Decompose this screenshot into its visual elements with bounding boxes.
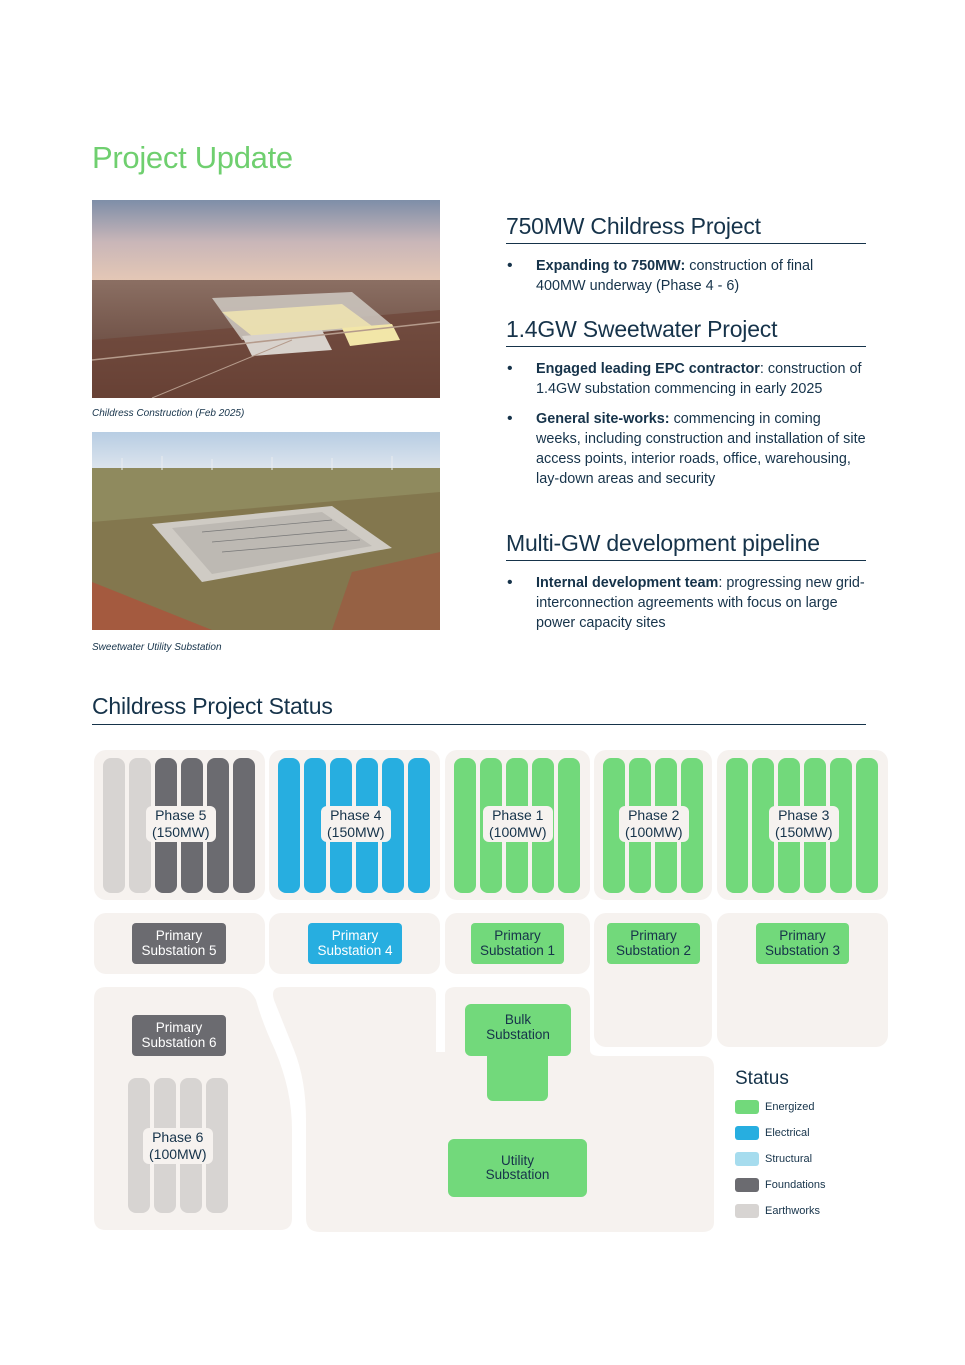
primary-substation-2: Primary Substation 2 bbox=[607, 923, 700, 964]
bullet-item: • Expanding to 750MW: construction of final 400MW underway (Phase 4 - 6) bbox=[506, 256, 866, 296]
phase-bar bbox=[856, 758, 878, 893]
phase-bar bbox=[278, 758, 300, 893]
legend-item-earthworks: Earthworks bbox=[735, 1204, 820, 1218]
legend-swatch bbox=[735, 1204, 759, 1218]
bulk-substation-stem bbox=[487, 1050, 548, 1101]
phase-bar bbox=[103, 758, 125, 893]
phase-label-4: Phase 4 (150MW) bbox=[321, 806, 391, 842]
primary-substation-3: Primary Substation 3 bbox=[756, 923, 849, 964]
phase-label-6: Phase 6 (100MW) bbox=[143, 1128, 213, 1164]
phase-bar bbox=[558, 758, 580, 893]
legend-swatch bbox=[735, 1126, 759, 1140]
page-title: Project Update bbox=[92, 140, 293, 175]
section-heading: 1.4GW Sweetwater Project bbox=[506, 316, 866, 347]
legend-swatch bbox=[735, 1100, 759, 1114]
legend-swatch bbox=[735, 1152, 759, 1166]
phase-label-3: Phase 3 (150MW) bbox=[769, 806, 839, 842]
legend-item-foundations: Foundations bbox=[735, 1178, 826, 1192]
section-heading: 750MW Childress Project bbox=[506, 213, 866, 244]
utility-substation: Utility Substation bbox=[448, 1139, 587, 1197]
legend-item-energized: Energized bbox=[735, 1100, 815, 1114]
photo-caption: Childress Construction (Feb 2025) bbox=[92, 408, 245, 419]
legend-swatch bbox=[735, 1178, 759, 1192]
primary-substation-1: Primary Substation 1 bbox=[471, 923, 564, 964]
legend-title: Status bbox=[735, 1068, 789, 1089]
phase-bar bbox=[408, 758, 430, 893]
phase-bar bbox=[233, 758, 255, 893]
bulk-substation: Bulk Substation bbox=[465, 1004, 571, 1056]
bullet-item: • Engaged leading EPC contractor: construction of 1.4GW substation commencing in early 2025 bbox=[506, 359, 866, 399]
phase-bar bbox=[726, 758, 748, 893]
phase-bar bbox=[454, 758, 476, 893]
phase-label-5: Phase 5 (150MW) bbox=[146, 806, 216, 842]
primary-substation-4: Primary Substation 4 bbox=[308, 923, 402, 964]
bullet-item: • General site-works: commencing in coming weeks, including construction and installation of site access points, interior roads, office, warehousing, lay-down areas and security bbox=[506, 409, 866, 489]
phase-label-1: Phase 1 (100MW) bbox=[483, 806, 553, 842]
bullet-item: • Internal development team: progressing new grid-interconnection agreements with focus on large power capacity sites bbox=[506, 573, 866, 633]
status-heading: Childress Project Status bbox=[92, 693, 866, 725]
photo-caption: Sweetwater Utility Substation bbox=[92, 642, 222, 653]
section-heading: Multi-GW development pipeline bbox=[506, 530, 866, 561]
primary-substation-5: Primary Substation 5 bbox=[132, 923, 226, 964]
legend-item-electrical: Electrical bbox=[735, 1126, 810, 1140]
legend-item-structural: Structural bbox=[735, 1152, 812, 1166]
primary-substation-6: Primary Substation 6 bbox=[132, 1015, 226, 1056]
phase-label-2: Phase 2 (100MW) bbox=[619, 806, 689, 842]
